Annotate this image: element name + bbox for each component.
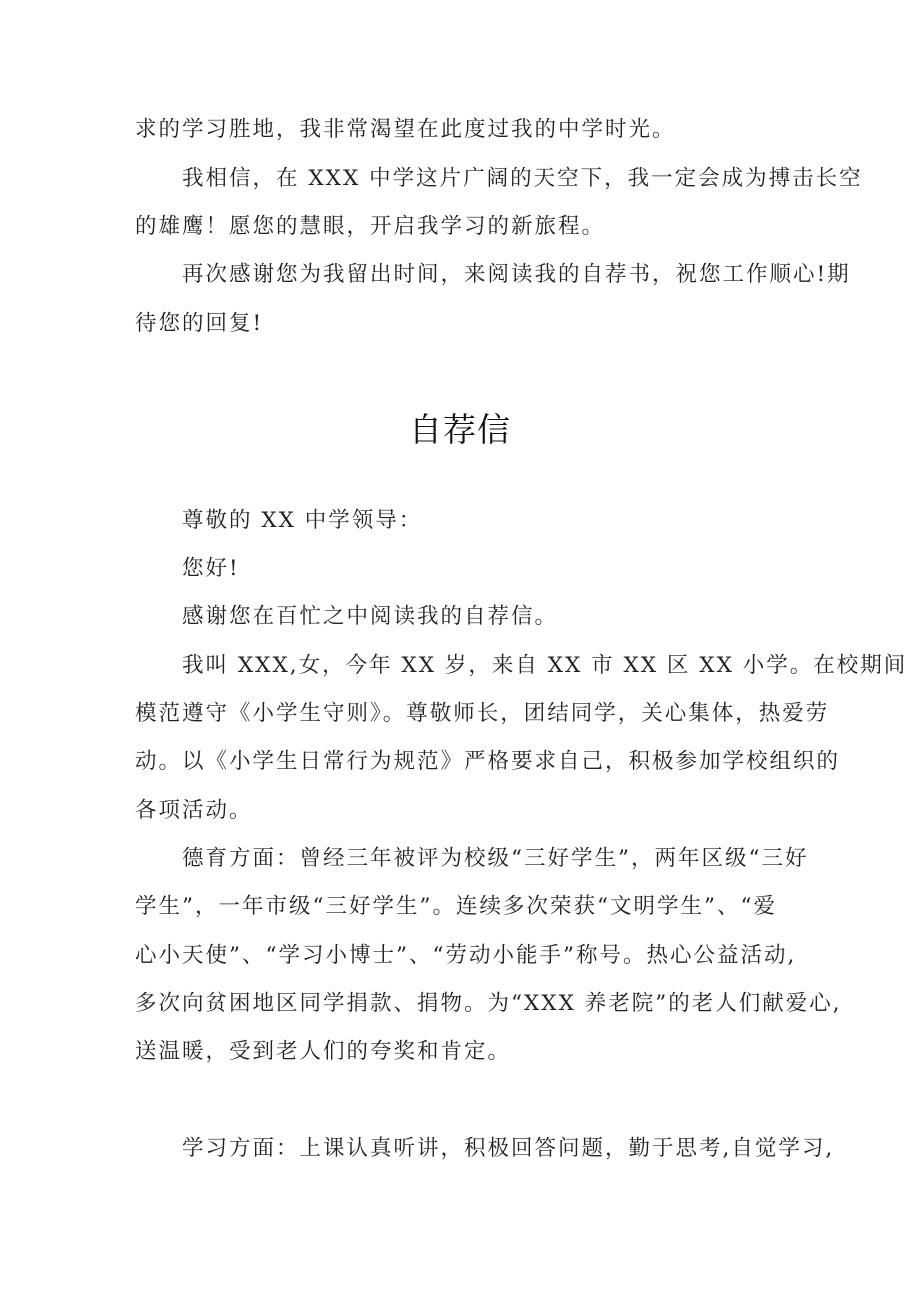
para1-line-1: 我叫 XXX,女，今年 XX 岁，来自 XX 市 XX 区 XX 小学。在校期间	[182, 653, 908, 678]
salutation: 尊敬的 XX 中学领导：	[182, 508, 423, 533]
intro-line-1: 求的学习胜地，我非常渴望在此度过我的中学时光。	[135, 117, 676, 142]
para3-line-1: 学习方面：上课认真听讲，积极回答问题，勤于思考,自觉学习,	[182, 1136, 835, 1161]
intro-line-2: 我相信，在 XXX 中学这片广阔的天空下，我一定会成为搏击长空	[182, 166, 863, 191]
para2-line-5: 送温暖，受到老人们的夸奖和肯定。	[135, 1039, 512, 1064]
para2-line-2: 学生”，一年市级“三好学生”。连续多次荣获“文明学生”、“爱	[135, 894, 777, 919]
para1-line-4: 各项活动。	[135, 798, 253, 823]
para2-line-1: 德育方面：曾经三年被评为校级“三好学生”，两年区级“三好	[182, 846, 809, 871]
thanks-line: 感谢您在百忙之中阅读我的自荐信。	[182, 604, 559, 629]
letter-title: 自荐信	[409, 410, 511, 449]
greeting: 您好!	[182, 556, 240, 581]
para1-line-2: 模范遵守《小学生守则》。尊敬师长，团结同学，关心集体，热爱劳	[135, 701, 830, 726]
para2-line-3: 心小天使”、“学习小博士”、“劳动小能手”称号。热心公益活动,	[135, 943, 797, 968]
intro-line-4: 再次感谢您为我留出时间，来阅读我的自荐书，祝您工作顺心!期	[182, 262, 851, 287]
intro-line-3: 的雄鹰！愿您的慧眼，开启我学习的新旅程。	[135, 214, 606, 239]
para1-line-3: 动。以《小学生日常行为规范》严格要求自己，积极参加学校组织的	[135, 749, 841, 774]
intro-line-5: 待您的回复!	[135, 311, 264, 336]
para2-line-4: 多次向贫困地区同学捐款、捐物。为“XXX 养老院”的老人们献爱心,	[135, 991, 842, 1016]
